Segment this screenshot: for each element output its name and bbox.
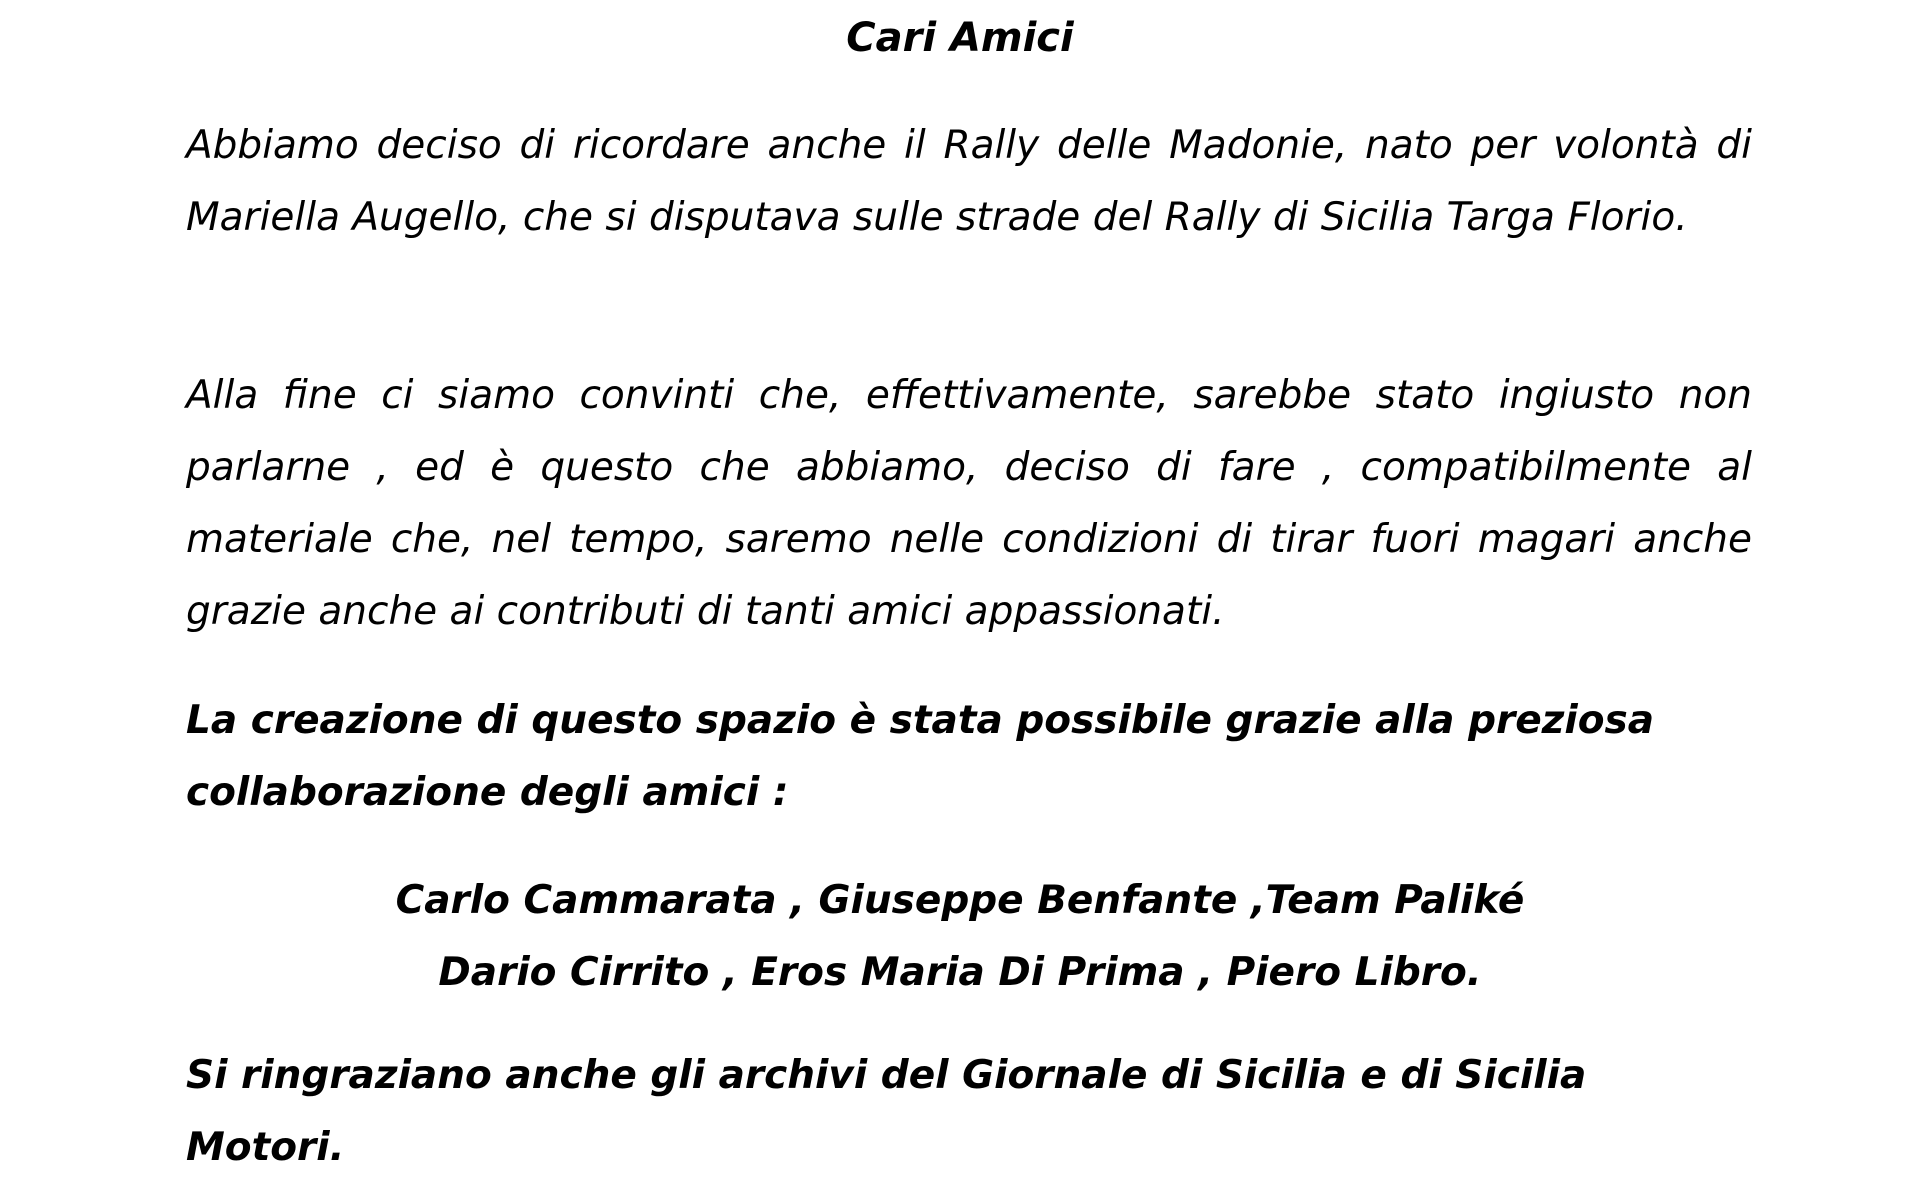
- document-title: Cari Amici: [846, 15, 1074, 61]
- collaborators-line-1: Carlo Cammarata , Giuseppe Benfante ,Team Paliké: [395, 878, 1525, 923]
- collaborators-list: [0, 865, 1920, 1009]
- collaboration-paragraph: La creazione di questo spazio è stata possibile grazie alla preziosa collaborazione degli amici :: [186, 698, 1655, 815]
- thanks-paragraph: Si ringraziano anche gli archivi del Giornale di Sicilia e di Sicilia Motori.: [186, 1053, 1587, 1170]
- collaborators-line-2: Dario Cirrito , Eros Maria Di Prima , Piero Libro.: [438, 950, 1482, 995]
- decision-paragraph: Alla fine ci siamo convinti che, effettivamente, sarebbe stato ingiusto non parlarne , ed è questo che abbiamo, deciso di fare , compatibilmente al materiale che, nel tempo, saremo nelle condizioni di tirar fuori magari anche grazie anche ai contributi di tanti amici appassionati.: [186, 373, 1752, 634]
- intro-paragraph: Abbiamo deciso di ricordare anche il Rally delle Madonie, nato per volontà di Mariella Augello, che si disputava sulle strade del Rally di Sicilia Targa Florio.: [186, 123, 1752, 240]
